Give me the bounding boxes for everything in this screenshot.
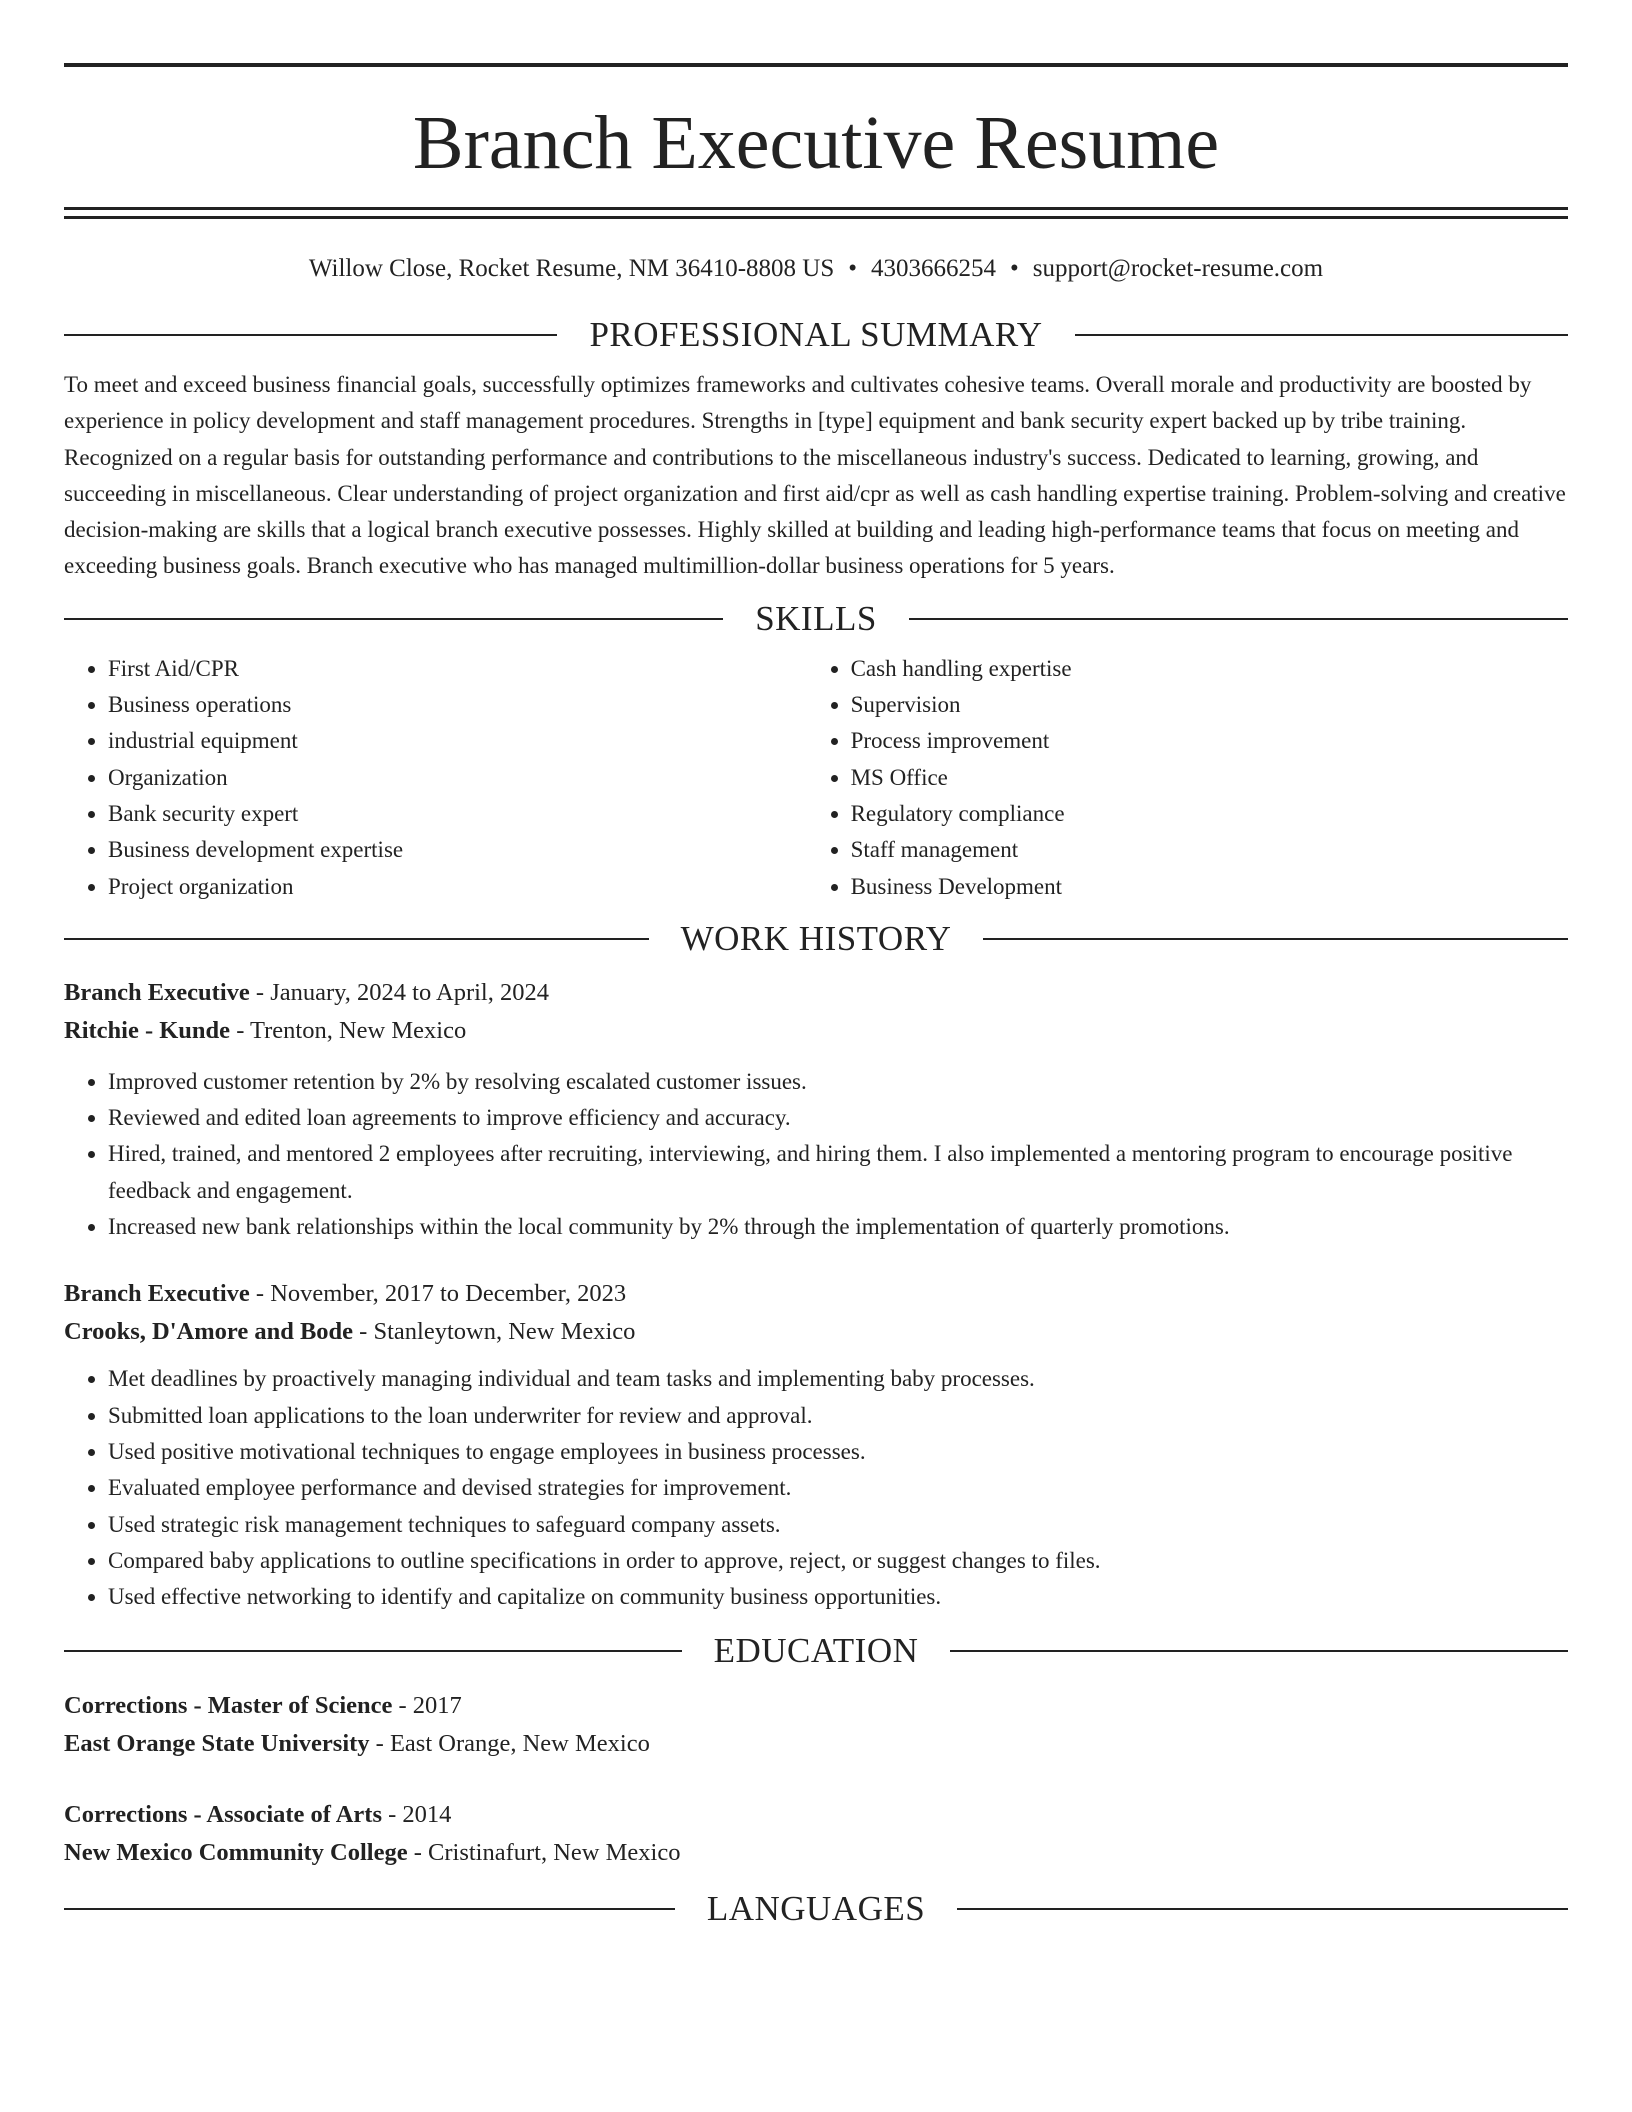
education-school-line: [64, 1834, 1568, 1872]
skill-item: • MS Office: [851, 760, 1568, 796]
skill-item: • Process improvement: [851, 723, 1568, 759]
job-bullet: • Compared baby applications to outline specifications in order to approve, reject, or suggest changes to files.: [108, 1543, 1568, 1579]
section-heading-education: [64, 1631, 1568, 1671]
job-bullet: • Increased new bank relationships within the local community by 2% through the implementation of quarterly promotions.: [108, 1209, 1568, 1245]
section-title: SKILLS: [755, 598, 877, 638]
contact-phone: 4303666254: [871, 255, 997, 282]
job-location: - Stanleytown, New Mexico: [353, 1318, 636, 1346]
job-dates: - November, 2017 to December, 2023: [249, 1280, 627, 1308]
skill-item: • Project organization: [108, 869, 807, 905]
section-heading-work: [64, 919, 1568, 959]
contact-line: [64, 254, 1568, 284]
job-bullet: • Evaluated employee performance and devised strategies for improvement.: [108, 1470, 1568, 1506]
job-bullet: • Used positive motivational techniques to engage employees in business processes.: [108, 1434, 1568, 1470]
contact-address: Willow Close, Rocket Resume, NM 36410-8808 US: [308, 255, 835, 282]
education-degree: Corrections - Master of Science: [64, 1692, 393, 1720]
job-bullet: • Submitted loan applications to the loan underwriter for review and approval.: [108, 1398, 1568, 1434]
skills-list: [64, 651, 1568, 905]
skill-item: • Business Development: [851, 869, 1568, 905]
job-bullet: • Used effective networking to identify and capitalize on community business opportunities.: [108, 1579, 1568, 1615]
education-location: - Cristinafurt, New Mexico: [407, 1839, 681, 1867]
education-school-line: [64, 1725, 1568, 1763]
section-title: EDUCATION: [713, 1631, 919, 1671]
job-entry: [64, 974, 1568, 1245]
education-school: New Mexico Community College: [64, 1839, 408, 1867]
job-company: Ritchie - Kunde: [64, 1016, 231, 1044]
skills-column-left: [64, 651, 807, 905]
section-title: WORK HISTORY: [680, 918, 952, 958]
top-rule: [64, 63, 1568, 67]
resume-title: Branch Executive Resume: [412, 101, 1220, 185]
job-entry: [64, 1275, 1568, 1615]
education-degree-line: [64, 1687, 1568, 1725]
resume-page: [64, 0, 1568, 1929]
job-bullet: • Hired, trained, and mentored 2 employees after recruiting, interviewing, and hiring them. I also implemented a mentoring program to encourage positive feedback and engagement.: [108, 1136, 1568, 1209]
skill-item: • First Aid/CPR: [108, 651, 807, 687]
education-degree-line: [64, 1796, 1568, 1834]
job-company-line: [64, 1313, 1568, 1351]
section-heading-languages: [64, 1889, 1568, 1929]
job-dates: - January, 2024 to April, 2024: [249, 978, 549, 1006]
section-heading-summary: [64, 315, 1568, 355]
section-heading-skills: [64, 599, 1568, 639]
education-entry: [64, 1796, 1568, 1872]
job-title: Branch Executive: [64, 978, 250, 1006]
education-school: East Orange State University: [64, 1730, 370, 1758]
education-year: - 2017: [392, 1692, 462, 1720]
education-degree: Corrections - Associate of Arts: [64, 1801, 382, 1829]
skill-item: • Cash handling expertise: [851, 651, 1568, 687]
education-location: - East Orange, New Mexico: [369, 1730, 650, 1758]
skill-item: • Organization: [108, 760, 807, 796]
skill-item: • Business development expertise: [108, 832, 807, 868]
contact-email[interactable]: support@rocket-resume.com: [1032, 255, 1324, 282]
job-company-line: [64, 1012, 1568, 1050]
contact-separator: •: [1010, 255, 1019, 282]
job-bullets: [64, 1361, 1568, 1615]
section-title: LANGUAGES: [706, 1889, 926, 1929]
education-year: - 2014: [381, 1801, 452, 1829]
contact-separator: •: [848, 255, 858, 282]
skill-item: • Supervision: [851, 687, 1568, 723]
job-bullet: • Used strategic risk management techniques to safeguard company assets.: [108, 1507, 1568, 1543]
skill-item: • industrial equipment: [108, 723, 807, 759]
summary-paragraph: To meet and exceed business financial goals, successfully optimizes frameworks and cultivates cohesive teams. Overall morale and productivity are boosted by experience in policy development and staff management procedures. Strengths in [type] equipment and bank security expert backed up by tribe training. Recognized on a regular basis for outstanding performance and contributions to the miscellaneous industry's success. Dedicated to learning, growing, and succeeding in miscellaneous. Clear understanding of project organization and first aid/cpr as well as cash handling expertise training. Problem-solving and creative decision-making are skills that a logical branch executive possesses. Highly skilled at building and leading high-performance teams that focus on meeting and exceeding business goals. Branch executive who has managed multimillion-dollar business operations for 5 years.: [64, 372, 1566, 579]
job-location: - Trenton, New Mexico: [230, 1016, 467, 1044]
education-entry: [64, 1687, 1568, 1763]
job-title: Branch Executive: [64, 1280, 250, 1308]
job-bullet: • Reviewed and edited loan agreements to improve efficiency and accuracy.: [108, 1100, 1568, 1136]
skill-item: • Business operations: [108, 687, 807, 723]
skills-column-right: [807, 651, 1568, 905]
job-bullet: • Met deadlines by proactively managing individual and team tasks and implementing baby processes.: [108, 1361, 1568, 1397]
job-title-line: [64, 1275, 1568, 1313]
skill-item: • Bank security expert: [108, 796, 807, 832]
skill-item: • Staff management: [851, 832, 1568, 868]
skill-item: • Regulatory compliance: [851, 796, 1568, 832]
title-double-rule: [64, 207, 1568, 219]
job-bullet: • Improved customer retention by 2% by resolving escalated customer issues.: [108, 1064, 1568, 1100]
job-title-line: [64, 974, 1568, 1012]
section-title: PROFESSIONAL SUMMARY: [589, 315, 1043, 354]
job-bullets: [64, 1064, 1568, 1245]
job-company: Crooks, D'Amore and Bode: [64, 1318, 354, 1346]
